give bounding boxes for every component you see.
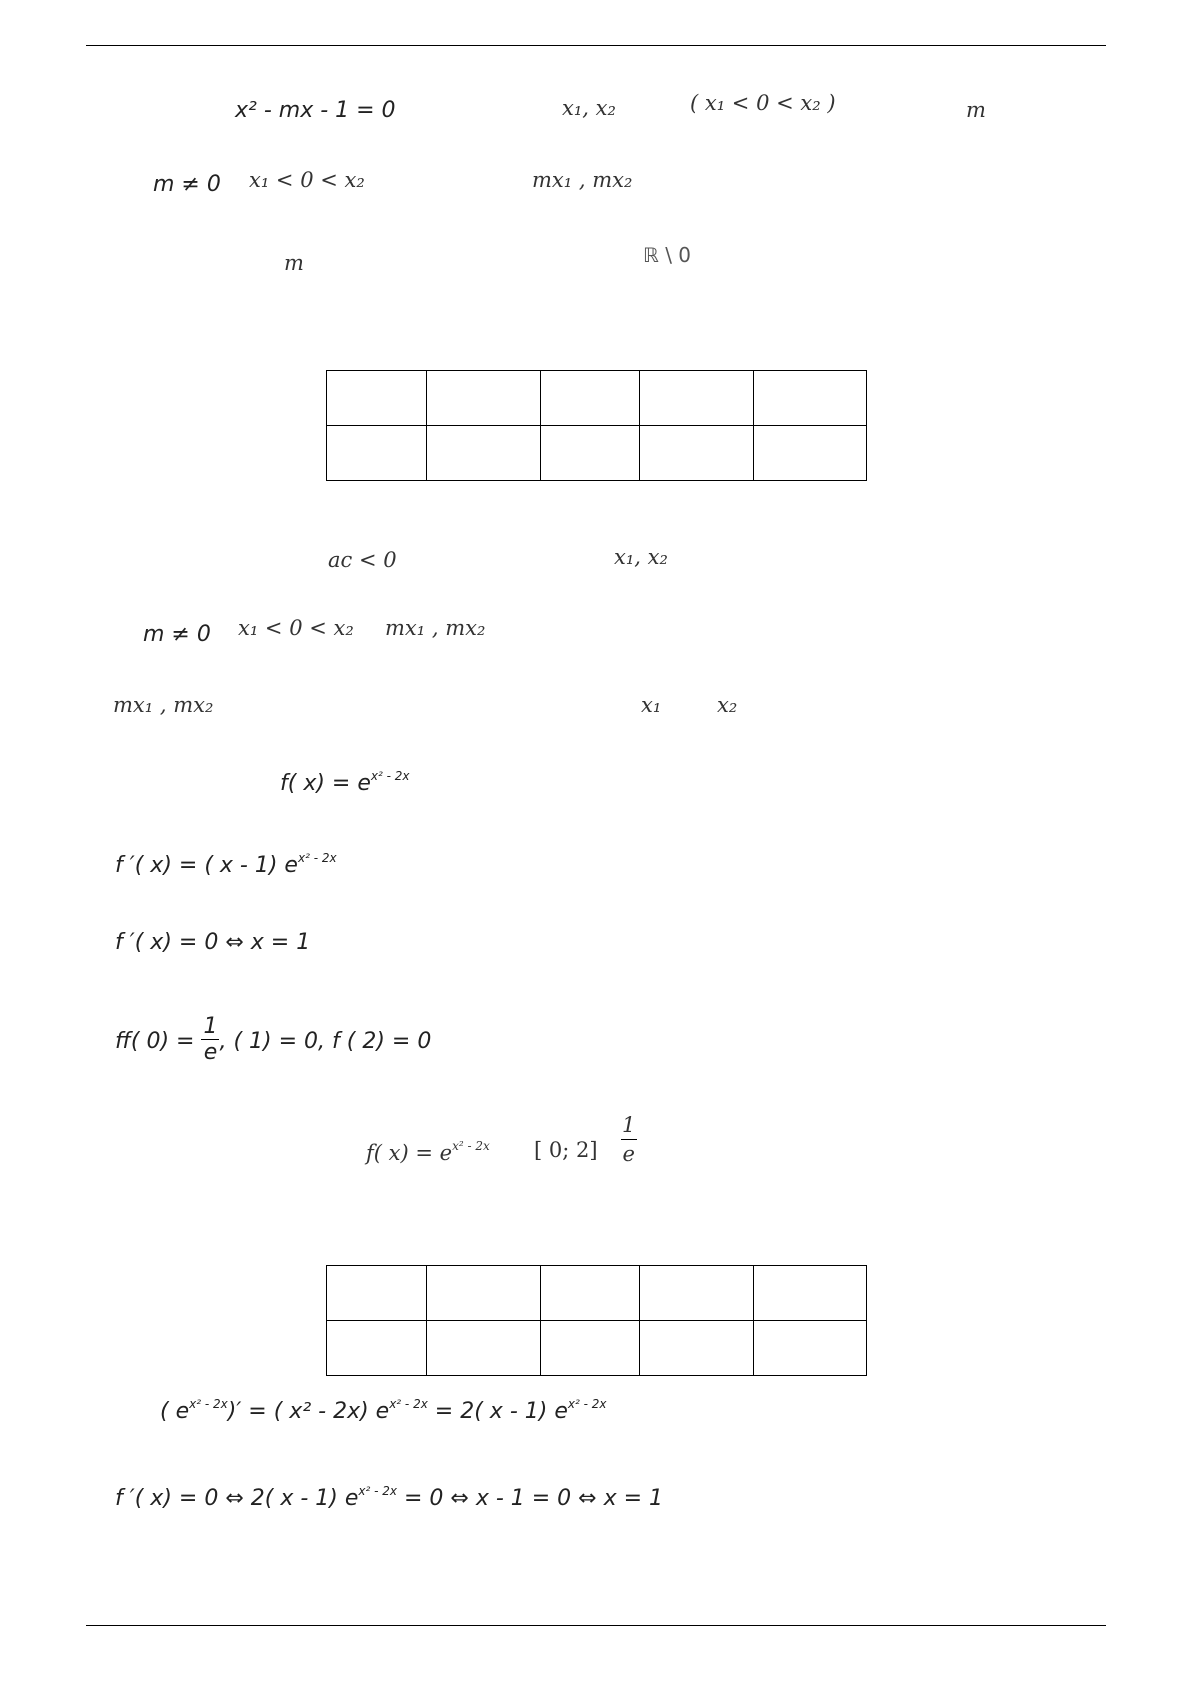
- expansion-part-a: ( e: [160, 1399, 190, 1424]
- param-m-2: m: [284, 251, 304, 275]
- values-prefix: ff( 0) =: [115, 1028, 195, 1054]
- header-rule: [86, 45, 1106, 46]
- solution-exp: x² - 2x: [358, 1484, 397, 1498]
- critical-point: f ′( x) = 0 ⇔ x = 1: [115, 930, 311, 955]
- grid-cell: [327, 426, 427, 481]
- grid-cell: [754, 1266, 867, 1321]
- grid-row: [327, 371, 867, 426]
- fraction-one-over-e-2: [620, 1113, 637, 1166]
- values-suffix: , ( 1) = 0, f ( 2) = 0: [219, 1028, 432, 1054]
- grid-row: [327, 1321, 867, 1376]
- fraction-one-over-e: [201, 1014, 219, 1066]
- derivative-solution: [115, 1485, 663, 1510]
- grid-cell: [640, 426, 754, 481]
- roots-inequality-2: x₁ < 0 < x₂: [238, 616, 354, 640]
- roots-label: x₁, x₂: [562, 96, 616, 120]
- fraction-numerator-2: 1: [622, 1113, 636, 1137]
- root-x2: x₂: [717, 693, 738, 717]
- grid-cell: [327, 1266, 427, 1321]
- grid-cell: [754, 426, 867, 481]
- expansion-part-c: = 2( x - 1) e: [427, 1399, 568, 1424]
- roots-inequality: x₁ < 0 < x₂: [249, 168, 365, 192]
- grid-cell: [640, 1266, 754, 1321]
- answer-fraction: [620, 1115, 637, 1168]
- grid-cell: [541, 371, 640, 426]
- grid-row: [327, 1266, 867, 1321]
- products-mx-2: mx₁ , mx₂: [385, 616, 486, 640]
- roots-condition: ( x₁ < 0 < x₂ ): [690, 91, 836, 115]
- solution-part-b: = 0 ⇔ x - 1 = 0 ⇔ x = 1: [396, 1486, 664, 1511]
- grid-cell: [327, 371, 427, 426]
- m-nonzero-2: m ≠ 0: [143, 622, 211, 647]
- ac-negative: ac < 0: [328, 548, 397, 572]
- grid-cell: [327, 1321, 427, 1376]
- function-base-2: f( x) = e: [366, 1141, 453, 1165]
- equation-quadratic: x² - mx - 1 = 0: [235, 98, 396, 123]
- derivative-expansion: [160, 1398, 606, 1423]
- derivative-exponent: x² - 2x: [297, 851, 337, 865]
- function-definition-2: [366, 1140, 490, 1164]
- grid-cell: [541, 426, 640, 481]
- grid-cell: [541, 1321, 640, 1376]
- function-exponent-2: x² - 2x: [452, 1139, 490, 1153]
- answer-grid-2: [326, 1265, 867, 1376]
- function-definition: [280, 770, 410, 795]
- grid-cell: [427, 1321, 541, 1376]
- grid-row: [327, 426, 867, 481]
- m-nonzero: m ≠ 0: [153, 172, 221, 197]
- function-values: [115, 1016, 431, 1068]
- solution-part-a: f ′( x) = 0 ⇔ 2( x - 1) e: [115, 1486, 359, 1511]
- products-mx: mx₁ , mx₂: [532, 168, 633, 192]
- grid-cell: [427, 426, 541, 481]
- expansion-part-b: )′ = ( x² - 2x) e: [227, 1399, 390, 1424]
- expansion-exp-a: x² - 2x: [189, 1397, 228, 1411]
- function-base: f( x) = e: [280, 771, 371, 796]
- derivative: [115, 852, 337, 877]
- answer-grid-1: [326, 370, 867, 481]
- grid-cell: [640, 371, 754, 426]
- grid-cell: [754, 371, 867, 426]
- products-mx-3: mx₁ , mx₂: [113, 693, 214, 717]
- fraction-numerator: 1: [203, 1014, 218, 1039]
- function-exponent: x² - 2x: [370, 769, 410, 783]
- answer-set: ℝ \ 0: [643, 243, 692, 267]
- roots-label-2: x₁, x₂: [614, 545, 668, 569]
- expansion-exp-b: x² - 2x: [389, 1397, 428, 1411]
- interval: [ 0; 2]: [534, 1138, 598, 1162]
- grid-cell: [427, 1266, 541, 1321]
- grid-cell: [754, 1321, 867, 1376]
- fraction-denominator: e: [203, 1040, 218, 1066]
- expansion-exp-c: x² - 2x: [567, 1397, 607, 1411]
- param-m: m: [966, 98, 986, 122]
- grid-cell: [541, 1266, 640, 1321]
- fraction-denominator-2: e: [622, 1142, 635, 1167]
- grid-cell: [640, 1321, 754, 1376]
- fraction-bar: [621, 1139, 637, 1140]
- root-x1: x₁: [641, 693, 662, 717]
- grid-cell: [427, 371, 541, 426]
- derivative-base: f ′( x) = ( x - 1) e: [115, 853, 298, 878]
- footer-rule: [86, 1625, 1106, 1626]
